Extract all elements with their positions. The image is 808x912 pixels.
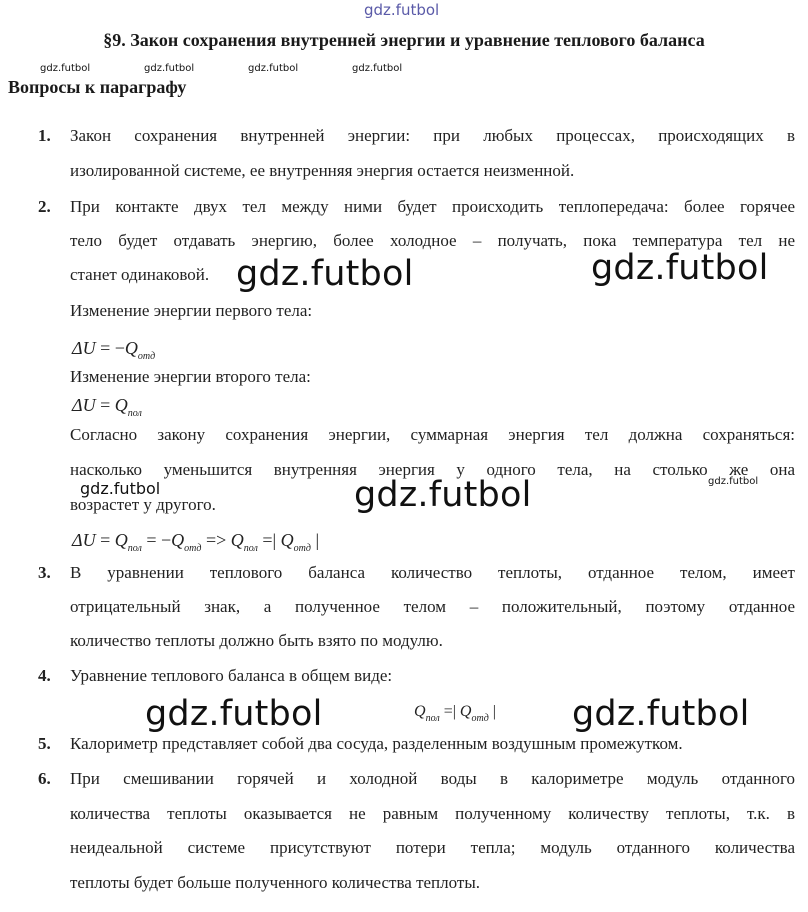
formula-operator: | xyxy=(488,703,496,720)
watermark-small: gdz.futbol xyxy=(352,63,403,74)
formula-subscript: отд xyxy=(293,543,311,554)
item-text-line: Изменение энергии второго тела: xyxy=(70,367,311,386)
watermark-large: gdz.futbol xyxy=(236,254,414,294)
item-text-line: При контакте двух тел между ними будет происходить теплопередача: более горячее xyxy=(70,197,795,216)
formula-operator: =| xyxy=(257,530,281,550)
item-text-line: тело будет отдавать энергию, более холодное – получать, пока температура тел не xyxy=(70,231,795,250)
item-text-line: Согласно закону сохранения энергии, суммарная энергия тел должна сохраняться: xyxy=(70,425,795,444)
formula-subscript: пол xyxy=(425,713,440,724)
formula-energy-balance xyxy=(72,530,319,554)
formula-heat-balance xyxy=(414,703,496,724)
formula-variable: Q xyxy=(114,395,128,415)
formula-operator: = xyxy=(95,530,115,550)
watermark-large: gdz.futbol xyxy=(591,248,769,288)
section-subtitle: Вопросы к параграфу xyxy=(8,77,187,97)
item-text-line: Изменение энергии первого тела: xyxy=(70,301,313,320)
formula-lhs: ΔU xyxy=(72,338,96,358)
item-text-line: станет одинаковой. xyxy=(70,265,210,284)
formula-lhs: ΔU xyxy=(72,395,96,415)
item-text-line: неидеальной системе присутствуют потери тепла; модуль отданного количества xyxy=(70,838,795,857)
item-number: 3. xyxy=(38,563,51,582)
formula-variable: Q xyxy=(124,338,138,358)
item-text-line: количество теплоты должно быть взято по модулю. xyxy=(70,631,443,650)
watermark-large: gdz.futbol xyxy=(145,694,323,734)
item-text-line: отрицательный знак, а полученное телом – положительный, поэтому отданное xyxy=(70,597,795,616)
item-number: 2. xyxy=(38,197,51,216)
item-text-line: насколько уменьшится внутренняя энергия у одного тела, на столько же она xyxy=(70,460,795,479)
formula-operator: = xyxy=(95,395,115,415)
formula-operator: =| xyxy=(439,703,460,720)
formula-variable: Q xyxy=(171,530,185,550)
formula-delta-u-second xyxy=(72,395,142,419)
formula-lhs: ΔU xyxy=(72,530,96,550)
watermark-small: gdz.futbol xyxy=(708,476,759,487)
item-text-line: В уравнении теплового баланса количество теплоты, отданное телом, имеет xyxy=(70,563,795,582)
item-text-line: При смешивании горячей и холодной воды в калориметре модуль отданного xyxy=(70,769,795,788)
formula-variable: Q xyxy=(280,530,294,550)
item-text-line: Уравнение теплового баланса в общем виде: xyxy=(70,666,393,685)
formula-delta-u-first xyxy=(72,338,155,362)
item-number: 1. xyxy=(38,126,51,145)
formula-operator: = − xyxy=(141,530,172,550)
watermark-small: gdz.futbol xyxy=(40,63,91,74)
watermark-medium: gdz.futbol xyxy=(80,479,161,498)
formula-subscript: отд xyxy=(137,351,156,362)
formula-variable: Q xyxy=(230,530,244,550)
item-text-line: возрастет у другого. xyxy=(70,495,216,514)
formula-subscript: отд xyxy=(471,713,489,724)
watermark-large: gdz.futbol xyxy=(572,694,750,734)
formula-subscript: отд xyxy=(184,543,202,554)
formula-variable: Q xyxy=(414,703,426,720)
watermark-top: gdz.futbol xyxy=(364,1,440,19)
formula-operator: => xyxy=(201,530,231,550)
formula-variable: Q xyxy=(459,703,472,720)
item-number: 4. xyxy=(38,666,51,685)
item-text-line: количества теплоты оказывается не равным полученному количеству теплоты, т.к. в xyxy=(70,804,795,823)
item-text-line: изолированной системе, ее внутренняя энергия остается неизменной. xyxy=(70,161,575,180)
item-text-line: Закон сохранения внутренней энергии: при любых процессах, происходящих в xyxy=(70,126,795,145)
item-text-line: Калориметр представляет собой два сосуда, разделенным воздушным промежутком. xyxy=(70,734,683,753)
formula-operator: = − xyxy=(95,338,125,358)
formula-subscript: пол xyxy=(127,408,142,419)
item-text-line: теплоты будет больше полученного количества теплоты. xyxy=(70,873,481,892)
formula-variable: Q xyxy=(114,530,128,550)
formula-operator: | xyxy=(310,530,320,550)
watermark-small: gdz.futbol xyxy=(144,63,195,74)
formula-subscript: пол xyxy=(127,543,142,554)
watermark-small: gdz.futbol xyxy=(248,63,299,74)
page-title: §9. Закон сохранения внутренней энергии и уравнение теплового баланса xyxy=(103,30,705,50)
item-number: 6. xyxy=(38,769,51,788)
formula-subscript: пол xyxy=(243,543,258,554)
watermark-large: gdz.futbol xyxy=(354,475,532,515)
item-number: 5. xyxy=(38,734,51,753)
